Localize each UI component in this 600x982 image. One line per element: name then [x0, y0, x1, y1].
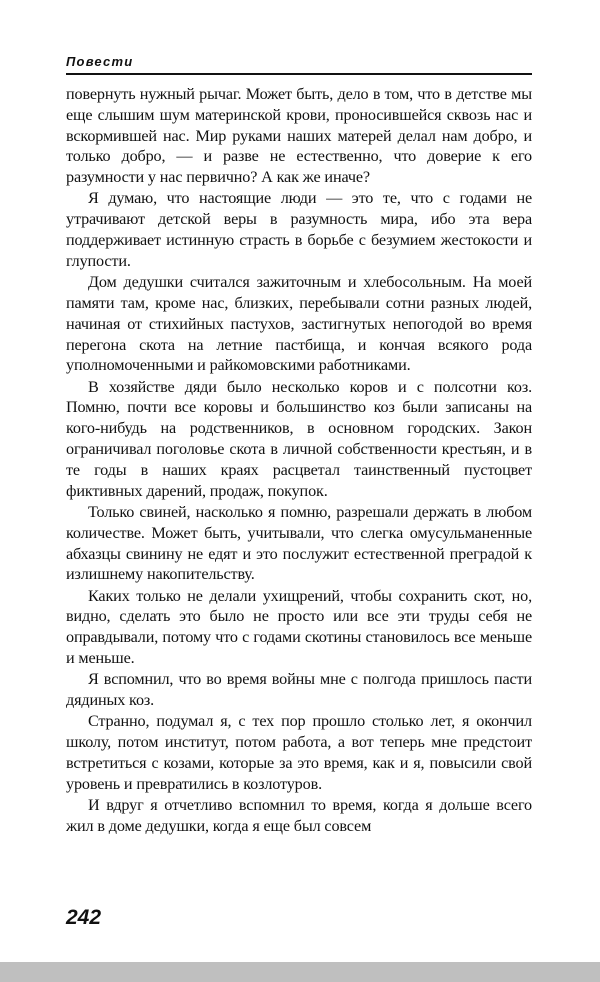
paragraph-6: Каких только не делали ухищрений, чтобы сохранить скот, но, видно, сделать это было не просто или все эти труды себя не оправдывали, потому что с годами скотины становилось все меньше и меньше.	[66, 586, 532, 668]
page-number: 242	[66, 906, 102, 929]
paragraph-8: Странно, подумал я, с тех пор прошло столько лет, я окончил школу, потом институт, потом работа, а вот теперь мне предстоит встретиться с козами, которые за это время, как и я, повысили свой уровень и превратились в козлотуров.	[66, 712, 532, 793]
running-head: Повести	[66, 54, 134, 69]
paragraph-2: Я думаю, что настоящие люди — это те, что с годами не утрачивают детской веры в разумность мира, ибо эта вера поддерживает истинную страсть в борьбе с безумием жестокости и глупости.	[66, 189, 532, 270]
paragraph-9: И вдруг я отчетливо вспомнил то время, когда я дольше всего жил в доме дедушки, когда я еще был совсем	[66, 796, 532, 835]
paragraph-5: Только свиней, насколько я помню, разрешали держать в любом количестве. Может быть, учитывали, что слегка омусульманенные абхазцы свинину не едят и это послужит естественной преградой к излишнему накопительству.	[66, 502, 532, 584]
header-rule	[66, 73, 532, 75]
paragraph-7: Я вспомнил, что во время войны мне с полгода пришлось пасти дядиных коз.	[66, 670, 532, 710]
paragraph-1: повернуть нужный рычаг. Может быть, дело в том, что в детстве мы еще слышим шум материнской крови, проносившейся сквозь нас и вскормившей нас. Мир руками наших матерей делал нам добро, и только добро, — и разве не естественно, что доверие к его разумности у нас первично? А как же иначе?	[66, 85, 532, 187]
paragraph-3: Дом дедушки считался зажиточным и хлебосольным. На моей памяти там, кроме нас, близких, перебывали сотни разных людей, начиная от стихийных пастухов, застигнутых непогодой во время перегона скота на летние пастбища, и кончая всякого рода уполномоченными и райкомовскими работниками.	[66, 273, 532, 375]
scan-edge	[0, 962, 600, 982]
text-body	[66, 84, 532, 837]
paragraph-4: В хозяйстве дяди было несколько коров и с полсотни коз. Помню, почти все коровы и большинство коз были записаны на кого-нибудь на родственников, в основном городских. Закон ограничивал поголовье скота в личной собственности крестьян, и в те годы в наших краях расцветал таинственный пустоцвет фиктивных дарений, продаж, покупок.	[66, 377, 532, 500]
